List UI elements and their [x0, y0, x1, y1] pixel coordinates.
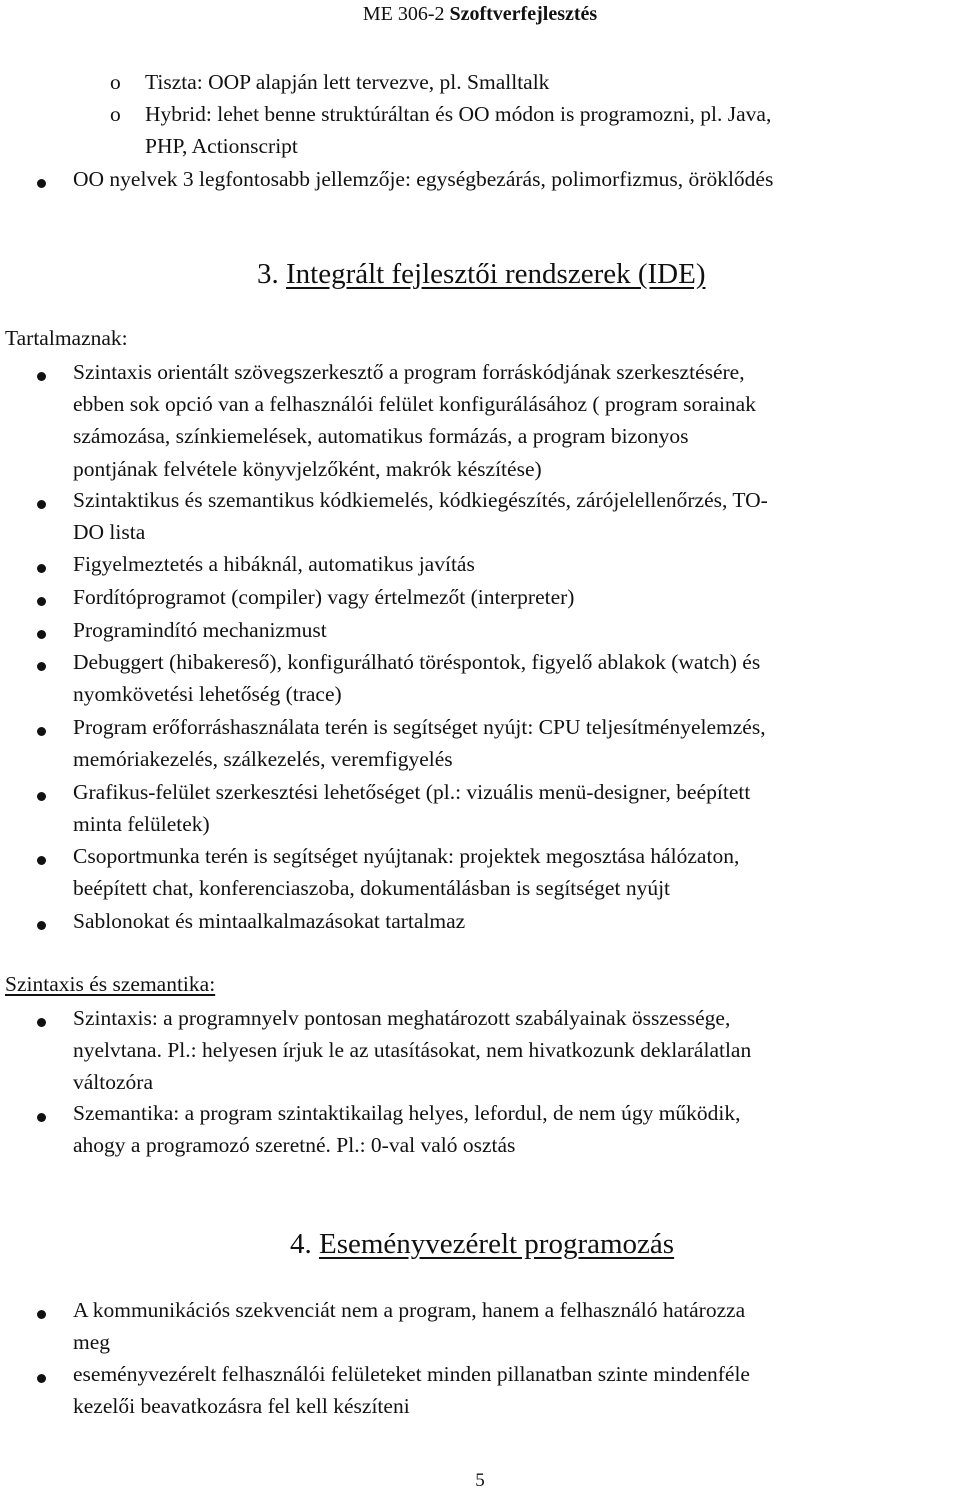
section-number: 4. — [290, 1228, 312, 1260]
bullet-icon — [37, 1018, 46, 1027]
bullet-icon — [37, 1310, 46, 1319]
course-code: ME 306-2 — [362, 3, 445, 25]
bullet-icon — [37, 630, 46, 639]
bullet-icon — [37, 662, 46, 671]
list-item: Debuggert (hibakereső), konfigurálható töréspontok, figyelő ablakok (watch) és nyomkövetési lehetőség (trace) — [73, 650, 761, 707]
list-item: Szintaxis orientált szövegszerkesztő a program forráskódjának szerkesztésére, ebben sok opció van a felhasználói felület konfigurálásához ( program sorainak számozása, színkiemelések, automatikus formázás, a program bizonyos pontjának felvétele könyvjelzőként, makrók készítése) — [73, 360, 756, 481]
sub-list-item: Tiszta: OOP alapján lett tervezve, pl. Smalltalk — [145, 70, 550, 94]
list-item: Programindító mechanizmust — [73, 618, 327, 642]
bullet-icon — [37, 500, 46, 509]
syntax-semantics-label: Szintaxis és szemantika: — [5, 972, 216, 996]
sub-list-item: Hybrid: lehet benne struktúráltan és OO módon is programozni, pl. Java, PHP, Actionscript — [145, 102, 772, 159]
list-item: Szemantika: a program szintaktikailag helyes, lefordul, de nem úgy működik, ahogy a programozó szeretné. Pl.: 0-val való osztás — [73, 1101, 741, 1158]
page-header — [0, 2, 960, 26]
bullet-icon — [37, 179, 46, 188]
list-item: Fordítóprogramot (compiler) vagy értelmezőt (interpreter) — [73, 585, 575, 609]
section-heading — [290, 1226, 674, 1262]
list-item: Grafikus-felület szerkesztési lehetőséget (pl.: vizuális menü-designer, beépített minta felületek) — [73, 780, 751, 837]
section-title: Integrált fejlesztői rendszerek (IDE) — [286, 258, 706, 290]
section-number: 3. — [257, 258, 279, 290]
section-title: Eseményvezérelt programozás — [319, 1228, 675, 1260]
bullet-icon — [37, 727, 46, 736]
section-heading — [257, 256, 705, 292]
bullet-icon — [37, 921, 46, 930]
list-item: A kommunikációs szekvenciát nem a program, hanem a felhasználó határozza meg — [73, 1298, 746, 1355]
bullet-icon — [37, 1374, 46, 1383]
list-item: Szintaktikus és szemantikus kódkiemelés, kódkiegészítés, zárójelellenőrzés, TO- DO lista — [73, 488, 768, 545]
bullet-icon — [37, 792, 46, 801]
page-number: 5 — [475, 1470, 485, 1491]
sub-bullet-marker: o — [110, 70, 121, 94]
bullet-icon — [37, 597, 46, 606]
course-title: Szoftverfejlesztés — [449, 3, 598, 25]
list-item: eseményvezérelt felhasználói felületeket minden pillanatban szinte mindenféle kezelői beavatkozásra fel kell készíteni — [73, 1362, 750, 1419]
list-item: Program erőforráshasználata terén is segítséget nyújt: CPU teljesítményelemzés, memóriakezelés, szálkezelés, veremfigyelés — [73, 715, 766, 772]
sub-bullet-marker: o — [110, 102, 121, 126]
list-item: OO nyelvek 3 legfontosabb jellemzője: egységbezárás, polimorfizmus, öröklődés — [73, 167, 774, 191]
bullet-icon — [37, 856, 46, 865]
list-item: Szintaxis: a programnyelv pontosan meghatározott szabályainak összessége, nyelvtana. Pl.: helyesen írjuk le az utasításokat, nem hivatkozunk deklarálatlan változóra — [73, 1006, 752, 1095]
bullet-icon — [37, 372, 46, 381]
list-item: Sablonokat és mintaalkalmazásokat tartalmaz — [73, 909, 466, 933]
list-item: Csoportmunka terén is segítséget nyújtanak: projektek megosztása hálózaton, beépített chat, konferenciaszoba, dokumentálásban is segítséget nyújt — [73, 844, 740, 901]
bullet-icon — [37, 1113, 46, 1122]
list-item: Figyelmeztetés a hibáknál, automatikus javítás — [73, 552, 475, 576]
bullet-icon — [37, 564, 46, 573]
contains-label: Tartalmaznak: — [5, 326, 128, 350]
